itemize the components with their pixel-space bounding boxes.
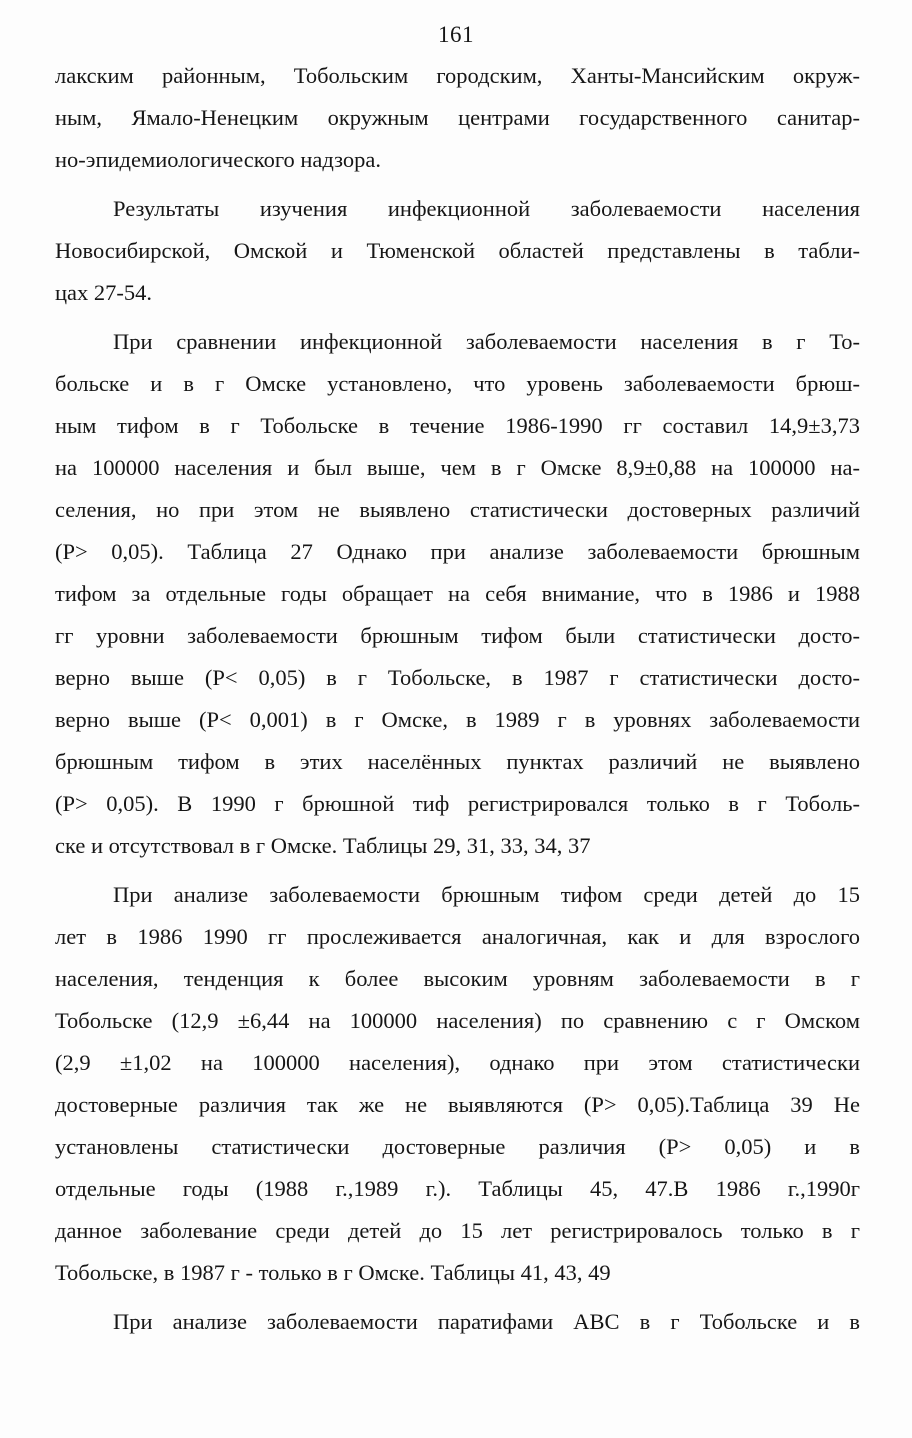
paragraph-1: [55, 55, 860, 181]
text-line: Тобольске, в 1987 г - только в г Омске. Таблицы 41, 43, 49: [55, 1260, 611, 1285]
text-line: верно выше (P< 0,001) в г Омске, в 1989 г в уровнях заболеваемости: [55, 707, 860, 732]
text-line: При анализе заболеваемости паратифами ABC в г Тобольске и в: [113, 1309, 860, 1334]
text-line: (P> 0,05). Таблица 27 Однако при анализе заболеваемости брюшным: [55, 539, 860, 564]
text-line: ске и отсутствовал в г Омске. Таблицы 29, 31, 33, 34, 37: [55, 833, 591, 858]
paragraph-3: [55, 321, 860, 867]
text-line: (P> 0,05). В 1990 г брюшной тиф регистрировался только в г Тоболь-: [55, 791, 860, 816]
text-line: данное заболевание среди детей до 15 лет регистрировалось только в г: [55, 1218, 860, 1243]
text-line: лет в 1986 1990 гг прослеживается аналогичная, как и для взрослого: [55, 924, 860, 949]
text-line: При сравнении инфекционной заболеваемости населения в г То-: [113, 329, 860, 354]
text-line: достоверные различия так же не выявляются (P> 0,05).Таблица 39 Не: [55, 1092, 860, 1117]
text-line: Новосибирской, Омской и Тюменской областей представлены в табли-: [55, 238, 860, 263]
page-number: 161: [438, 22, 474, 47]
text-line: ным тифом в г Тобольске в течение 1986-1990 гг составил 14,9±3,73: [55, 413, 860, 438]
text-line: цах 27-54.: [55, 280, 153, 305]
text-line: верно выше (P< 0,05) в г Тобольске, в 1987 г статистически досто-: [55, 665, 860, 690]
paragraph-5: [55, 1301, 860, 1343]
text-line: отдельные годы (1988 г.,1989 г.). Таблицы 45, 47.В 1986 г.,1990г: [55, 1176, 860, 1201]
document-body: [55, 55, 860, 1343]
paragraph-2: [55, 188, 860, 314]
text-line: лакским районным, Тобольским городским, Ханты-Мансийским окруж-: [55, 63, 860, 88]
text-line: тифом за отдельные годы обращает на себя внимание, что в 1986 и 1988: [55, 581, 860, 606]
text-line: больске и в г Омске установлено, что уровень заболеваемости брюш-: [55, 371, 860, 396]
text-line: ным, Ямало-Ненецким окружным центрами государственного санитар-: [55, 105, 860, 130]
text-line: При анализе заболеваемости брюшным тифом среди детей до 15: [113, 882, 860, 907]
paragraph-4: [55, 874, 860, 1294]
text-line: (2,9 ±1,02 на 100000 населения), однако при этом статистически: [55, 1050, 860, 1075]
text-line: гг уровни заболеваемости брюшным тифом были статистически досто-: [55, 623, 860, 648]
text-line: брюшным тифом в этих населённых пунктах различий не выявлено: [55, 749, 860, 774]
text-line: населения, тенденция к более высоким уровням заболеваемости в г: [55, 966, 860, 991]
text-line: на 100000 населения и был выше, чем в г Омске 8,9±0,88 на 100000 на-: [55, 455, 860, 480]
text-line: селения, но при этом не выявлено статистически достоверных различий: [55, 497, 860, 522]
text-line: установлены статистически достоверные различия (P> 0,05) и в: [55, 1134, 860, 1159]
text-line: Результаты изучения инфекционной заболеваемости населения: [113, 196, 860, 221]
text-line: Тобольске (12,9 ±6,44 на 100000 населения) по сравнению с г Омском: [55, 1008, 860, 1033]
text-line: но-эпидемиологического надзора.: [55, 147, 381, 172]
